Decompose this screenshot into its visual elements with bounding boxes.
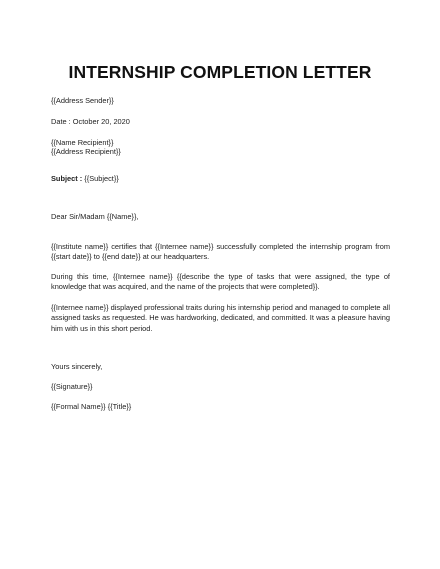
subject-value: {{Subject}} bbox=[82, 174, 119, 183]
address-recipient: {{Address Recipient}} bbox=[51, 147, 121, 156]
paragraph-1: {{Institute name}} certifies that {{Internee name}} successfully completed the internship program from {{start date}} to {{end date}} at our headquarters. bbox=[51, 242, 390, 262]
address-sender: {{Address Sender}} bbox=[51, 96, 114, 105]
subject-line bbox=[51, 174, 390, 184]
paragraph-2: During this time, {{Internee name}} {{describe the type of tasks that were assigned, the type of knowledge that was acquired, and the name of the projects that were completed}}. bbox=[51, 272, 390, 292]
signature: {{Signature}} bbox=[51, 382, 93, 391]
date-line: Date : October 20, 2020 bbox=[51, 117, 130, 126]
salutation: Dear Sir/Madam {{Name}}, bbox=[51, 212, 139, 221]
paragraph-3: {{Internee name}} displayed professional traits during his internship period and managed to complete all assigned tasks as requested. He was hardworking, dedicated, and committed. It was a pleasure having him with us in this short period. bbox=[51, 303, 390, 333]
subject-label: Subject : bbox=[51, 174, 83, 183]
formal-name-title: {{Formal Name}} {{Title}} bbox=[51, 402, 132, 411]
letter-title: INTERNSHIP COMPLETION LETTER bbox=[68, 62, 372, 82]
closing: Yours sincerely, bbox=[51, 362, 103, 371]
name-recipient: {{Name Recipient}} bbox=[51, 138, 114, 147]
